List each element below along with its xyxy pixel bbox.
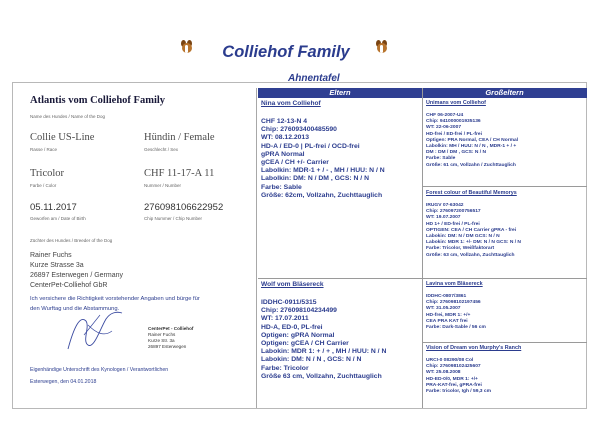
grandparent-detail-line: IDDHC-0807/3861 xyxy=(426,294,467,299)
sire-detail-line: IDDHC-0911/5315 xyxy=(261,299,317,306)
stamp-line: Rainer Fuchs xyxy=(148,332,176,337)
dam-detail-line: CHF 12-13-N 4 xyxy=(261,118,308,125)
color-caption: Farbe / Color xyxy=(30,183,57,188)
sex-caption: Geschlecht / Sex xyxy=(144,147,179,152)
header-grandparents: Großeltern xyxy=(485,88,524,97)
sire-detail-line: HD-A, ED-0, PL-frei xyxy=(261,323,323,331)
grandparent-detail-line: DM : DM / DM , GCS: N / N xyxy=(426,150,487,156)
signature-caption: Eigenhändige Unterschrift des Kynologen / Verantwortlichen xyxy=(30,367,169,373)
grandparent-name: Forest colour of Beautiful Memorys xyxy=(426,190,517,196)
grandparent-detail-line: Labolkin: MH / HUU: N / N , MDR-1 + / + xyxy=(426,144,517,150)
dam-detail-line: Chip: 276093400485590 xyxy=(261,126,337,134)
sire-detail-line: Labokin: MDR 1: + / + , MH / HUU: N / N xyxy=(261,348,387,356)
dam-detail-line: Labolkin: DM: N / DM , GCS: N / N xyxy=(261,175,369,183)
number-caption: Nummer / Number xyxy=(144,183,182,188)
grandparent-details xyxy=(426,203,521,259)
sire-detail-line: WT: 17.07.2011 xyxy=(261,315,309,323)
grandparent-details xyxy=(426,113,518,169)
confirmation-line-2: den Wurftag und die Abstammung. xyxy=(30,306,120,312)
grandparent-row-divider xyxy=(422,278,587,279)
grandparent-detail-line: Optigen: PRA Normal, CEA / CH Normal xyxy=(426,137,519,143)
breeder-company: CenterPet-Colliehof GbR xyxy=(30,282,108,289)
confirmation-line-1: Ich versichere die Richtigkeit vorstehender Angaben und bürge für xyxy=(30,296,200,302)
chip-caption: Chip Nummer / Chip Number xyxy=(144,216,203,221)
header-parents: Eltern xyxy=(329,88,351,97)
grandparent-detail-line: HD 1+ / ED-frei / PL-frei xyxy=(426,221,480,227)
breed-value: Collie US-Line xyxy=(30,132,95,143)
dam-detail-line: gPRA Normal xyxy=(261,150,305,158)
dog-name-caption: Name des Hundes / Name of the Dog xyxy=(30,114,106,119)
stamp-line: Kurze Str. 3a xyxy=(148,338,175,343)
signature-image xyxy=(66,307,126,357)
grandparent-detail-line: WT: 19.07.2007 xyxy=(426,215,461,221)
dam-details xyxy=(261,118,385,200)
dam-detail-line: Farbe: Sable xyxy=(261,183,302,191)
dam-detail-line: Labolkin: MDR-1 + / - , MH / HUU: N / N xyxy=(261,167,385,175)
stamp-line: 26897 Esterwegen xyxy=(148,344,187,349)
sire-details xyxy=(261,299,386,381)
grandparent-detail-line: Chip: 276098102425607 xyxy=(426,364,481,370)
sire-detail-line: Optigen: gCEA / CH Carrier xyxy=(261,340,349,348)
birth-caption: Geworfen am / Date of Birth xyxy=(30,216,86,221)
column-divider xyxy=(256,88,257,408)
grandparent-row-divider xyxy=(422,342,587,343)
grandparent-detail-line: WT: 31.05.2007 xyxy=(426,306,461,312)
document-subtitle: Ahnentafel xyxy=(288,73,340,84)
collie-logo-icon xyxy=(376,40,388,54)
dam-detail-line: WT: 08.12.2013 xyxy=(261,134,309,142)
grandparent-detail-line: URCI-0 08290/08 Col xyxy=(426,358,474,363)
grandparent-detail-line: WT: 25.08.2008 xyxy=(426,370,461,376)
dam-name: Nina vom Colliehof xyxy=(261,100,321,107)
breeder-street: Kurze Strasse 3a xyxy=(30,262,84,269)
grandparent-detail-line: Größe: 61 cm, Vollzahn / Zuchttauglich xyxy=(426,162,516,168)
grandparent-detail-line: Größe: 63 cm, Vollzahn, Zuchttauglich xyxy=(426,252,515,258)
dam-detail-line: gCEA / CH +/- Carrier xyxy=(261,159,329,167)
sire-detail-line: Größe 63 cm, Vollzahn, Zuchttauglich xyxy=(261,372,382,380)
parent-row-divider xyxy=(258,278,422,279)
breeder-city: 26897 Esterwegen / Germany xyxy=(30,272,123,279)
place-date: Esterwegen, den 04.01.2018 xyxy=(30,379,97,385)
grandparent-detail-line: WT: 22-06-2007 xyxy=(426,125,462,131)
grandparent-detail-line: HD-ED-0/0, MDR 1: +/+ xyxy=(426,376,478,382)
grandparent-detail-line: Farbe: Sable xyxy=(426,156,456,162)
grandparent-detail-line: Labokin: DM: N / DM GCS: N / N xyxy=(426,234,500,240)
sex-value: Hündin / Female xyxy=(144,132,215,143)
dam-detail-line: Größe: 62cm, Vollzahn, Zuchttauglich xyxy=(261,191,383,199)
grandparent-detail-line: HD-frei / ED-frei / PL-frei xyxy=(426,131,482,137)
grandparent-detail-line: PRA-KAT-frei, gPRA-frei xyxy=(426,382,482,388)
grandparent-details xyxy=(426,358,491,395)
stamp-line: CenterPet - Colliehof xyxy=(148,326,194,331)
page-title: Colliehof Family xyxy=(222,43,350,61)
grandparent-details xyxy=(426,294,486,331)
birth-date: 05.11.2017 xyxy=(30,202,77,213)
sire-name: Wolf vom Bläsereck xyxy=(261,281,324,288)
grandparent-detail-line: Farbe: Tricolor, Weißfaktorart xyxy=(426,246,495,252)
grandparent-detail-line: HD-frei, MDR 1: +/+ xyxy=(426,312,471,318)
grandparent-name: Vision of Dream von Murphy's Ranch xyxy=(426,345,522,351)
color-value: Tricolor xyxy=(30,168,65,179)
dam-detail-line: HD-A / ED-0 | PL-frei / OCD-frei xyxy=(261,142,360,150)
grandparent-detail-line: OPTIGEN: CEA / CH Carrier gPRA - frei xyxy=(426,227,517,233)
sire-detail-line: Optigen: gPRA Normal xyxy=(261,331,335,339)
grandparent-detail-line: Chip: 276098102197456 xyxy=(426,300,481,306)
breeder-stamp xyxy=(148,326,212,350)
collie-logo-icon xyxy=(181,40,193,54)
chip-number: 276098106622952 xyxy=(144,202,224,213)
grandparent-detail-line: Chip: 276097200756517 xyxy=(426,209,481,215)
breed-caption: Rasse / Race xyxy=(30,147,58,152)
grandparent-detail-line: Farbe: Dark-Sable / 56 cm xyxy=(426,325,486,331)
grandparent-detail-line: Farbe: tricolor, Igh / 59,3 cm xyxy=(426,389,491,395)
breeder-caption: Züchter des Hundes / Breeder of the Dog xyxy=(30,238,113,243)
sire-detail-line: Farbe: Tricolor xyxy=(261,364,309,372)
grandparent-detail-line: IRUGV 07-63042 xyxy=(426,203,464,208)
grandparent-detail-line: CEA PRA KAT frei xyxy=(426,318,468,324)
registration-number: CHF 11-17-A 11 xyxy=(144,168,215,179)
grandparent-name: Lavina vom Bläsereck xyxy=(426,281,483,287)
pedigree-column-divider xyxy=(422,88,423,408)
grandparent-name: Unimans vom Colliehof xyxy=(426,100,486,106)
grandparent-detail-line: Chip: 941000001935136 xyxy=(426,119,481,125)
grandparent-row-divider xyxy=(422,186,587,187)
grandparent-detail-line: CHF 06-2007-U4 xyxy=(426,113,464,118)
breeder-name: Rainer Fuchs xyxy=(30,252,72,259)
dog-name: Atlantis vom Colliehof Family xyxy=(30,95,166,106)
sire-detail-line: Chip: 276098104234499 xyxy=(261,307,337,315)
grandparent-detail-line: Labokin: MDR 1: +/- DM: N / N GCS: N / N xyxy=(426,240,521,246)
pedigree-table xyxy=(258,88,587,408)
sire-detail-line: Labokin: DM: N / N , GCS: N / N xyxy=(261,356,362,364)
